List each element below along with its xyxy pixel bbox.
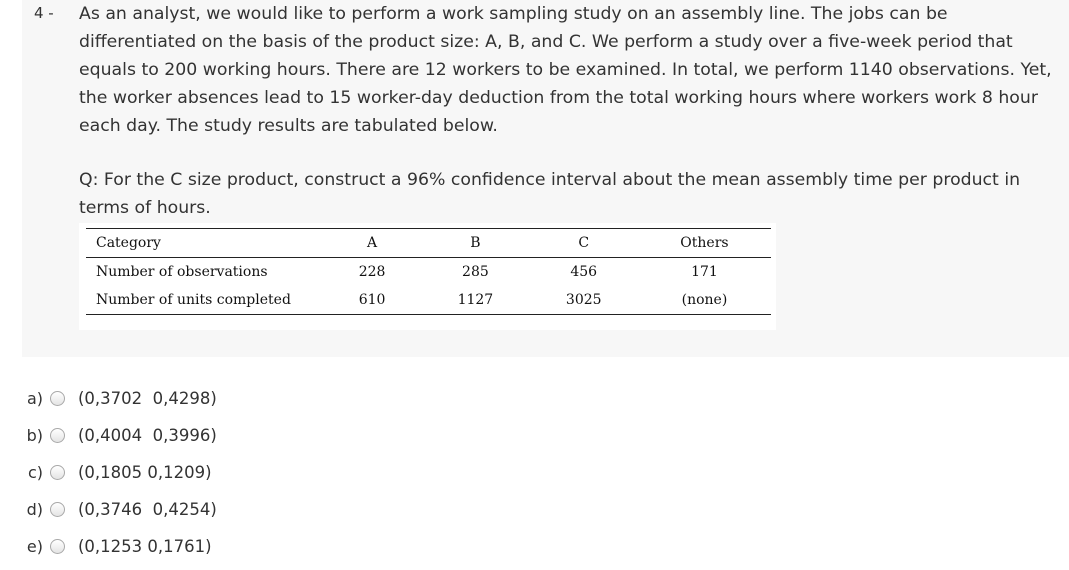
option-letter: a) xyxy=(26,389,43,408)
table-cell: 171 xyxy=(691,264,718,280)
radio-button-b[interactable] xyxy=(50,428,65,443)
table-header-others: Others xyxy=(680,235,729,251)
data-table-container xyxy=(79,223,776,330)
option-text[interactable]: (0,4004 0,3996) xyxy=(78,426,217,445)
radio-button-a[interactable] xyxy=(50,391,65,406)
option-b[interactable] xyxy=(0,421,400,451)
option-letter: e) xyxy=(26,537,43,556)
table-row xyxy=(86,286,771,315)
radio-button-e[interactable] xyxy=(50,539,65,554)
table-cell: 456 xyxy=(570,264,598,280)
table-cell: 285 xyxy=(462,264,489,280)
table-cell: 3025 xyxy=(565,292,602,308)
table-header-c: C xyxy=(578,235,590,251)
table-cell: 610 xyxy=(358,292,386,308)
question-prompt: Q: For the C size product, construct a 96% confidence interval about the mean assembly time per product in terms of hours. xyxy=(79,170,1021,218)
question-number: 4 - xyxy=(34,4,54,22)
option-text[interactable]: (0,1253 0,1761) xyxy=(78,537,212,556)
option-text[interactable]: (0,3702 0,4298) xyxy=(78,389,217,408)
option-text[interactable]: (0,1805 0,1209) xyxy=(78,463,212,482)
option-a[interactable] xyxy=(0,384,400,414)
table-cell: (none) xyxy=(681,292,728,308)
option-text[interactable]: (0,3746 0,4254) xyxy=(78,500,217,519)
table-cell: 1127 xyxy=(457,292,494,308)
table-header-row xyxy=(86,229,771,258)
radio-button-d[interactable] xyxy=(50,502,65,517)
question-stem: As an analyst, we would like to perform a work sampling study on an assembly line. The jobs can be differentiated on the basis of the product size: A, B, and C. We perform a study over a five-week period that equals to 200 working hours. There are 12 workers to be examined. In total, we perform 1140 observations. Yet, the worker absences lead to 15 worker-day deduction from the total working hours where workers work 8 hour each day. The study results are tabulated below. xyxy=(79,4,1052,136)
option-e[interactable] xyxy=(0,532,400,562)
option-letter: b) xyxy=(26,426,43,445)
table-header-category: Category xyxy=(96,235,161,251)
table-header-b: B xyxy=(470,235,481,251)
option-letter: d) xyxy=(26,500,43,519)
option-d[interactable] xyxy=(0,495,400,525)
data-table xyxy=(86,228,771,315)
table-cell: Number of units completed xyxy=(96,292,291,308)
table-cell: Number of observations xyxy=(96,264,268,280)
radio-button-c[interactable] xyxy=(50,465,65,480)
option-letter: c) xyxy=(27,463,43,482)
table-header-a: A xyxy=(366,235,378,251)
table-cell: 228 xyxy=(358,264,386,280)
option-c[interactable] xyxy=(0,458,400,488)
table-row xyxy=(86,258,771,287)
